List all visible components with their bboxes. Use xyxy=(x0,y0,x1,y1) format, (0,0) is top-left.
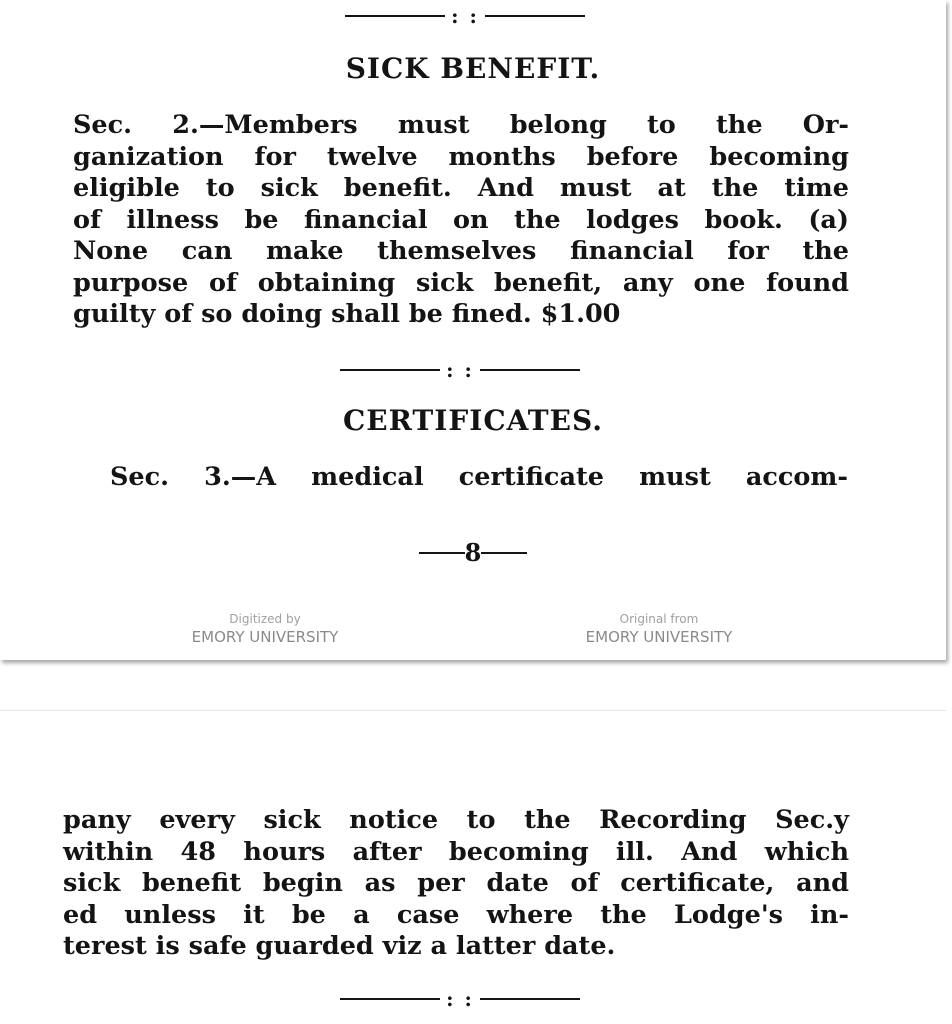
text-line: sick benefit begin as per date of certificate, and xyxy=(63,868,849,898)
credit-right-label: Original from xyxy=(619,612,699,626)
page-number xyxy=(0,538,946,567)
text-line: purpose of obtaining sick benefit, any one found xyxy=(73,267,849,298)
section-2-paragraph xyxy=(73,110,849,331)
text-line: Sec. 2.—Members must belong to the Or- xyxy=(73,110,849,140)
scanned-page-2 xyxy=(0,710,946,1024)
text-line: eligible to sick benefit. And must at the time xyxy=(73,173,849,203)
page-number-value: 8 xyxy=(464,538,482,567)
text-line: within 48 hours after becoming ill. And which xyxy=(63,836,849,867)
continuation-paragraph xyxy=(63,805,849,963)
text-line: terest is safe guarded viz a latter date. xyxy=(63,931,616,961)
credit-digitized-by xyxy=(135,612,395,646)
text-line: guilty of so doing shall be fined. $1.00 xyxy=(73,299,621,329)
text-line: None can make themselves financial for the xyxy=(73,236,849,266)
credit-right-name: EMORY UNIVERSITY xyxy=(585,628,733,646)
credit-original-from xyxy=(529,612,789,646)
ornament-divider-top: : : xyxy=(340,6,590,26)
ornament-divider-bottom: : : xyxy=(338,989,582,1009)
section-3-line: Sec. 3.—A medical certificate must accom- xyxy=(110,462,848,492)
section-heading-certificates: CERTIFICATES. xyxy=(343,404,603,437)
text-line: of illness be financial on the lodges book. (a) xyxy=(73,204,849,235)
text-line: ed unless it be a case where the Lodge's in- xyxy=(63,899,849,930)
ornament-divider-middle: : : xyxy=(338,360,582,380)
section-3-paragraph xyxy=(110,462,848,494)
credit-left-name: EMORY UNIVERSITY xyxy=(191,628,339,646)
credit-left-label: Digitized by xyxy=(229,612,301,626)
text-line: pany every sick notice to the Recording Sec.y xyxy=(63,805,849,835)
text-line: ganization for twelve months before becoming xyxy=(73,141,849,172)
section-heading-sick-benefit: SICK BENEFIT. xyxy=(345,52,601,85)
